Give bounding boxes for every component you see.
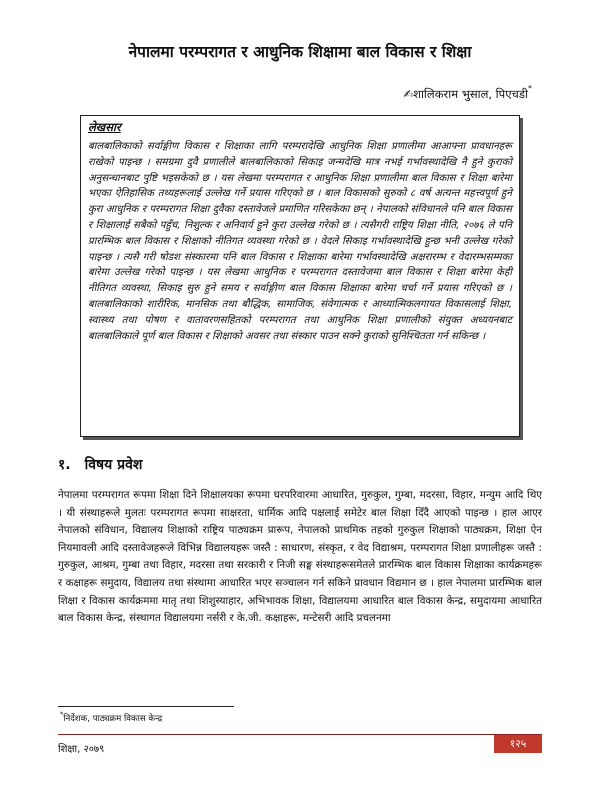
journal-name: शिक्षा, २०७९ xyxy=(58,744,105,755)
footer-divider xyxy=(58,734,542,735)
section-heading xyxy=(58,455,142,474)
section-number: १. xyxy=(58,457,71,473)
footnote-text: निर्देशक, पाठ्यक्रम विकास केन्द्र xyxy=(63,713,163,724)
footnote-mark: * xyxy=(60,710,64,718)
author-footnote-mark[interactable]: * xyxy=(528,84,532,93)
abstract-heading: लेखसार xyxy=(88,120,121,134)
abstract-text: बालबालिकाको सर्वाङ्गीण विकास र शिक्षाका लागि परम्परादेखि आधुनिक शिक्षा प्रणालीमा आआफ्ना प्रावधानहरू राखेको पाइन्छ । समग्रमा दुवै प्रणालीले बालबालिकाको सिकाइ जन्मदेखि मात्र नभई गर्भावस्थादेखि नै हुने कुराको अनुसन्धानबाट पुष्टि भइसकेको छ । यस लेखमा परम्परागत र आधुनिक शिक्षा प्रणालीमा बाल विकास र शिक्षा बारेमा भएका ऐतिहासिक तथ्यहरूलाई उल्लेख गर्ने प्रयास गरिएको छ । बाल विकासको सुरुको ८ वर्ष अत्यन्त महत्त्वपूर्ण हुने कुरा आधुनिक र परम्परागत शिक्षा दुवैका दस्तावेजले प्रमाणित गरिसकेका छन् । नेपालको संविधानले पनि बाल विकास र शिक्षालाई सबैको पहुँच, निशुल्क र अनिवार्य हुने कुरा उल्लेख गरेको छ । त्यसैगरी राष्ट्रिय शिक्षा नीति, २०७६ ले पनि प्रारम्भिक बाल विकास र शिक्षाको नीतिगत व्यवस्था गरेको छ । वेदले सिकाइ गर्भावस्थादेखि हुन्छ भनी उल्लेख गरेको पाइन्छ । त्यसै गरी षोडश संस्कारमा पनि बाल विकास र शिक्षाका बारेमा गर्भावस्थादेखि अक्षरारम्भ र वेदारम्भसम्मका बारेमा उल्लेख गरेको पाइन्छ । यस लेखमा आधुनिक र परम्परागत दस्तावेजमा बाल विकास र शिक्षा बारेमा केही नीतिगत व्यवस्था, सिकाइ सुरु हुने समय र सर्वाङ्गीण बाल विकास शिक्षाका बारेमा चर्चा गर्ने प्रयास गरिएको छ । बालबालिकाको शारीरिक, मानसिक तथा बौद्धिक, सामाजिक, संवेगात्मक र आध्यात्मिकलगायत विकासलाई शिक्षा, स्वास्थ्य तथा पोषण र वातावरणसहितको परम्परागत तथा आधुनिक शिक्षा प्रणालीको संयुक्त अध्ययनबाट बालबालिकाले पूर्ण बाल विकास र शिक्षाको अवसर तथा संस्कार पाउन सक्ने कुराको सुनिश्चितता गर्न सकिन्छ । xyxy=(88,141,512,342)
abstract-box xyxy=(80,115,520,437)
section-title: विषय प्रवेश xyxy=(84,457,143,473)
footnote xyxy=(60,711,162,724)
article-title: नेपालमा परम्परागत र आधुनिक शिक्षामा बाल विकास र शिक्षा xyxy=(128,43,472,61)
page-number-badge: १२५ xyxy=(494,735,542,753)
author-line xyxy=(403,86,532,102)
author-name: ✍शालिकराम भुसाल, पिएचडी xyxy=(403,86,528,101)
footnote-divider xyxy=(58,706,234,707)
section-body: नेपालमा परम्परागत रूपमा शिक्षा दिने शिक्षालयका रूपमा घरपरिवारमा आधारित, गुरुकुल, गुम्बा, मदरसा, विहार, मन्युम आदि थिए । यी संस्थाहरूले मुलतः परम्परागत रूपमा साक्षरता, धार्मिक आदि पक्षलाई समेटेर बाल शिक्षा दिँदै आएको पाइन्छ । हाल आएर नेपालको संविधान, विद्यालय शिक्षाको राष्ट्रिय पाठ्यक्रम प्रारूप, नेपालको प्राथमिक तहको गुरुकुल शिक्षाको पाठ्यक्रम, शिक्षा ऐन नियमावली आदि दस्तावेजहरूले विभिन्न विद्यालयहरू जस्तै : साधारण, संस्कृत, र वेद विद्याश्रम, परम्परागत शिक्षा प्रणालीहरू जस्तै : गुरुकुल, आश्रम, गुम्बा तथा विहार, मदरसा तथा सरकारी र निजी सङ्घ संस्थाहरूसमेतले प्रारम्भिक बाल विकास शिक्षाका कार्यक्रमहरू र कक्षाहरू समुदाय, विद्यालय तथा संस्थामा आधारित भएर सञ्चालन गर्न सकिने प्रावधान विद्यमान छ । हाल नेपालमा प्रारम्भिक बाल शिक्षा र विकास कार्यक्रममा मातृ तथा शिशुस्याहार, अभिभावक शिक्षा, विद्यालयमा आधारित बाल विकास केन्द्र, समुदायमा आधारित बाल विकास केन्द्र, संस्थागत विद्यालयमा नर्सरी र के.जी. कक्षाहरू, मन्टेसरी आदि प्रचलनमा xyxy=(58,489,542,625)
